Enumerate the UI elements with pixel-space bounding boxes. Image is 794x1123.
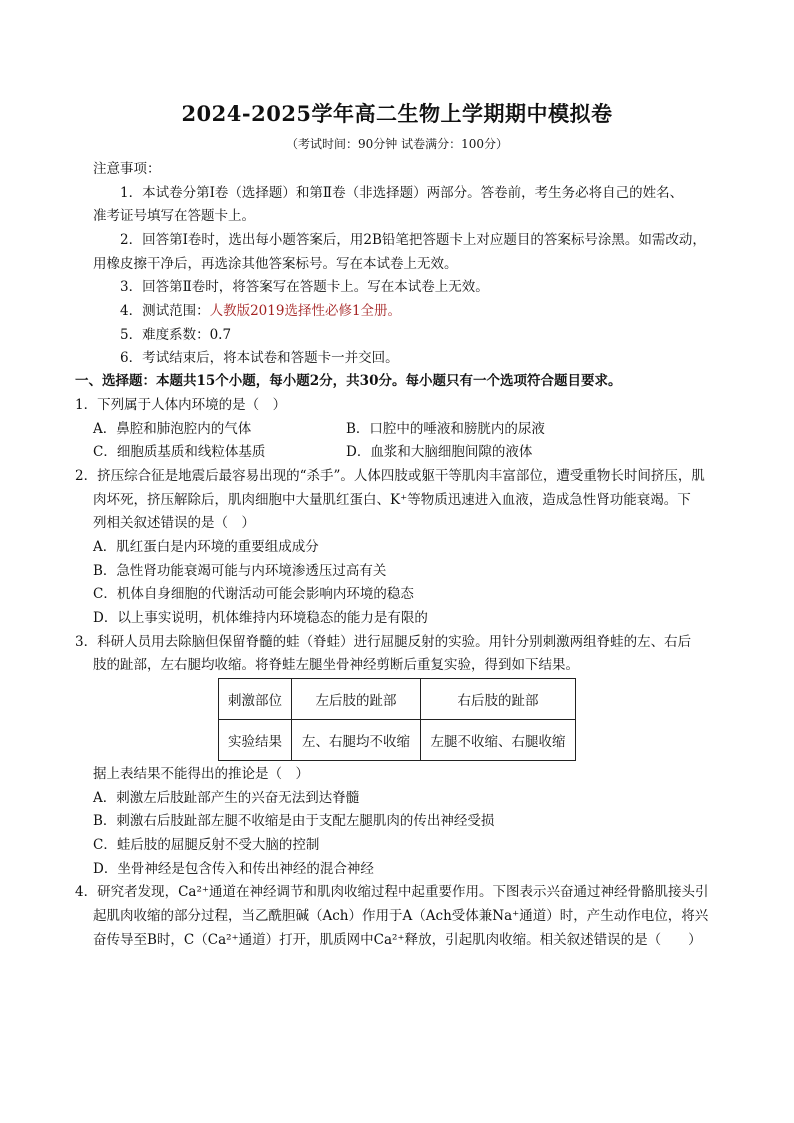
q1-stem: 1．下列属于人体内环境的是（ ）	[75, 397, 287, 413]
table-cell: 左、右腿均不收缩	[292, 720, 421, 761]
table-row	[219, 679, 576, 720]
q2-stem-line-3: 列相关叙述错误的是（ ）	[93, 515, 255, 531]
q4-stem-line-3: 奋传导至B时，C（Ca²⁺通道）打开，肌质网中Ca²⁺释放，引起肌肉收缩。相关叙述错误的是（ ）	[93, 932, 702, 948]
notice-item-4-scope: 人教版2019选择性必修1全册。	[209, 303, 402, 319]
notice-item-2-cont: 用橡皮擦干净后，再选涂其他答案标号。写在本试卷上无效。	[93, 256, 458, 272]
exam-title: 2024-2025学年高二生物上学期期中模拟卷	[181, 101, 613, 126]
q2-option-d: D．以上事实说明，机体维持内环境稳态的能力是有限的	[93, 610, 428, 626]
table-cell: 左后肢的趾部	[292, 679, 421, 720]
q4-stem-line-2: 起肌肉收缩的部分过程，当乙酰胆碱（Ach）作用于A（Ach受体兼Na⁺通道）时，产生动作电位，将兴	[93, 908, 709, 924]
q3-option-c: C．蛙后肢的屈腿反射不受大脑的控制	[93, 837, 320, 853]
q1-option-d: D．血浆和大脑细胞间隙的液体	[346, 444, 533, 460]
q2-option-c: C．机体自身细胞的代谢活动可能会影响内环境的稳态	[93, 586, 414, 602]
section-heading: 一、选择题：本题共15个小题，每小题2分，共30分。每小题只有一个选项符合题目要求。	[75, 373, 622, 389]
table-cell: 刺激部位	[219, 679, 292, 720]
q1-option-b: B．口腔中的唾液和膀胱内的尿液	[346, 421, 545, 437]
table-cell: 左腿不收缩、右腿收缩	[421, 720, 576, 761]
table-cell: 实验结果	[219, 720, 292, 761]
q3-stem-line-1: 3．科研人员用去除脑但保留脊髓的蛙（脊蛙）进行屈腿反射的实验。用针分别刺激两组脊蛙的左、右后	[75, 634, 692, 650]
notice-item-1: 1．本试卷分第Ⅰ卷（选择题）和第Ⅱ卷（非选择题）两部分。答卷前，考生务必将自己的姓名、	[120, 185, 684, 201]
q4-stem-line-1: 4．研究者发现，Ca²⁺通道在神经调节和肌肉收缩过程中起重要作用。下图表示兴奋通过神经骨骼肌接头引	[75, 884, 709, 900]
q3-stem-line-2: 肢的趾部，左右腿均收缩。将脊蛙左腿坐骨神经剪断后重复实验，得到如下结果。	[93, 657, 579, 673]
notice-item-5: 5．难度系数：0.7	[120, 327, 232, 343]
q3-question: 据上表结果不能得出的推论是（ ）	[93, 766, 309, 782]
q1-option-a: A．鼻腔和肺泡腔内的气体	[93, 421, 252, 437]
notice-heading: 注意事项：	[93, 161, 161, 177]
table-row	[219, 720, 576, 761]
notice-item-2: 2．回答第Ⅰ卷时，选出每小题答案后，用2B铅笔把答题卡上对应题目的答案标号涂黑。如需改动，	[120, 232, 706, 248]
q2-stem-line-2: 肉坏死，挤压解除后，肌肉细胞中大量肌红蛋白、K⁺等物质迅速进入血液，造成急性肾功能衰竭。下	[93, 492, 691, 508]
q3-result-table	[218, 678, 576, 761]
q2-option-a: A．肌红蛋白是内环境的重要组成成分	[93, 539, 319, 555]
q2-option-b: B．急性肾功能衰竭可能与内环境渗透压过高有关	[93, 563, 387, 579]
q3-option-d: D．坐骨神经是包含传入和传出神经的混合神经	[93, 861, 374, 877]
notice-item-1-cont: 准考证号填写在答题卡上。	[93, 208, 255, 224]
q3-option-a: A．刺激左后肢趾部产生的兴奋无法到达脊髓	[93, 790, 360, 806]
notice-item-4	[120, 302, 401, 320]
q3-option-b: B．刺激右后肢趾部左腿不收缩是由于支配左腿肌肉的传出神经受损	[93, 813, 495, 829]
q1-option-c: C．细胞质基质和线粒体基质	[93, 444, 266, 460]
notice-item-3: 3．回答第Ⅱ卷时，将答案写在答题卡上。写在本试卷上无效。	[120, 279, 489, 295]
q2-stem-line-1: 2．挤压综合征是地震后最容易出现的“杀手”。人体四肢或躯干等肌肉丰富部位，遭受重物长时间挤压，肌	[75, 468, 705, 484]
table-cell: 右后肢的趾部	[421, 679, 576, 720]
notice-item-6: 6．考试结束后，将本试卷和答题卡一并交回。	[120, 350, 399, 366]
exam-subtitle: （考试时间：90分钟 试卷满分：100分）	[286, 137, 508, 151]
notice-item-4-prefix: 4．测试范围：	[120, 303, 210, 319]
